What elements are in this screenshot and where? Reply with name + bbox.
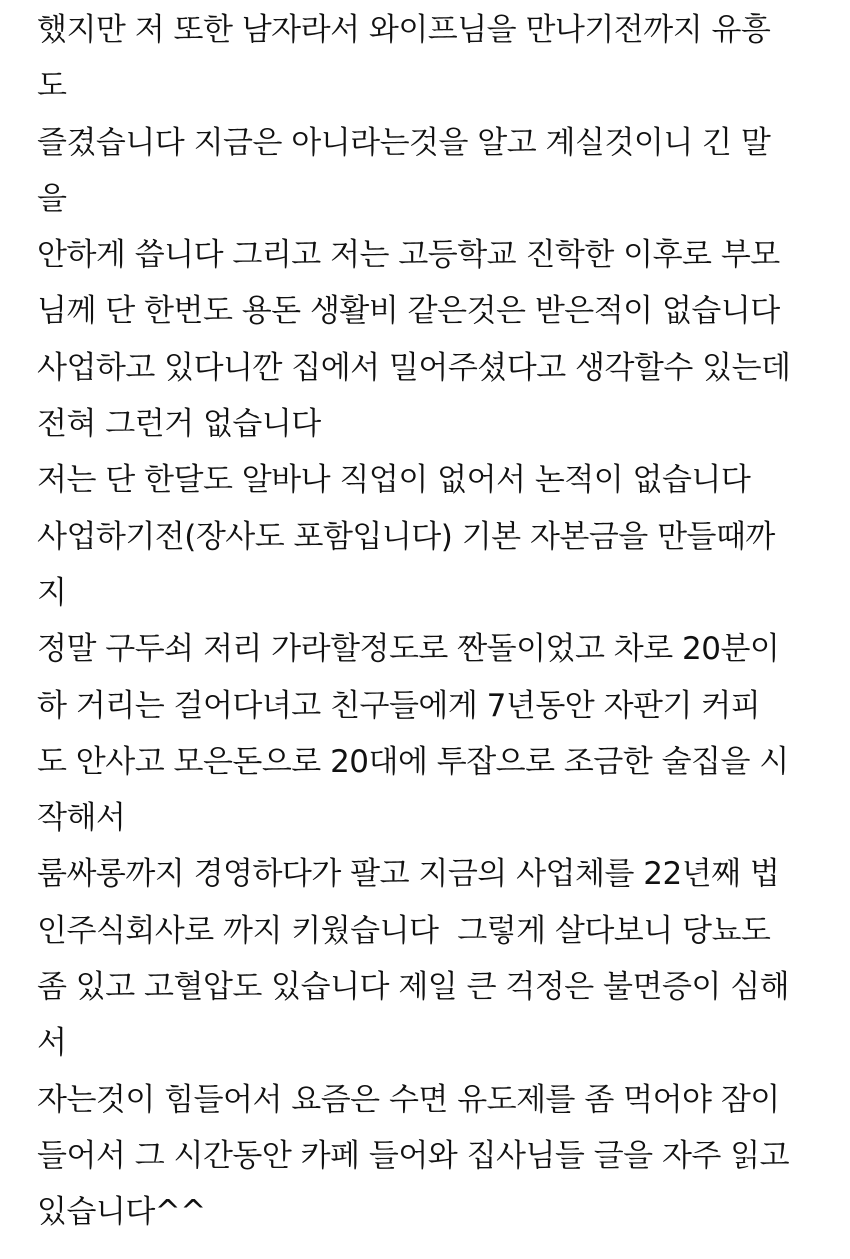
text-line: 서 — [37, 1025, 67, 1062]
text-line: 정말 구두쇠 저리 가라할정도로 짠돌이었고 차로 20분이 — [37, 631, 780, 668]
text-line: 지 — [37, 574, 67, 611]
text-line: 도 안사고 모은돈으로 20대에 투잡으로 조금한 술집을 시 — [37, 743, 789, 780]
text-line: 안하게 씁니다 그리고 저는 고등학교 진학한 이후로 부모 — [37, 237, 780, 274]
text-line: 들어서 그 시간동안 카페 들어와 집사님들 글을 자주 읽고 — [37, 1137, 790, 1174]
text-line: 즐겼습니다 지금은 아니라는것을 알고 계실것이니 긴 말 — [37, 124, 771, 161]
text-line: 인주식회사로 까지 키웠습니다 그렇게 살다보니 당뇨도 — [37, 912, 771, 949]
text-line: 님께 단 한번도 용돈 생활비 같은것은 받은적이 없습니다 — [37, 293, 780, 330]
text-line: 했지만 저 또한 남자라서 와이프님을 만나기전까지 유흥 — [37, 12, 771, 48]
text-line: 자는것이 힘들어서 요즘은 수면 유도제를 좀 먹어야 잠이 — [37, 1081, 780, 1118]
text-line: 하 거리는 걸어다녀고 친구들에게 7년동안 자판기 커피 — [37, 687, 761, 724]
text-line: 사업하기전(장사도 포함입니다) 기본 자본금을 만들때까 — [37, 518, 775, 555]
text-line: 룸싸롱까지 경영하다가 팔고 지금의 사업체를 22년째 법 — [37, 856, 780, 893]
text-line: 작해서 — [37, 800, 126, 837]
text-line: 도 — [37, 68, 67, 105]
text-line: 저는 단 한달도 알바나 직업이 없어서 논적이 없습니다 — [37, 462, 751, 499]
text-line: 좀 있고 고혈압도 있습니다 제일 큰 걱정은 불면증이 심해 — [37, 969, 790, 1006]
text-line: 을 — [37, 180, 67, 217]
text-line: 있습니다^^ — [37, 1194, 206, 1231]
text-line: 전혀 그런거 없습니다 — [37, 406, 321, 443]
text-line: 사업하고 있다니깐 집에서 밀어주셨다고 생각할수 있는데 — [37, 349, 791, 386]
